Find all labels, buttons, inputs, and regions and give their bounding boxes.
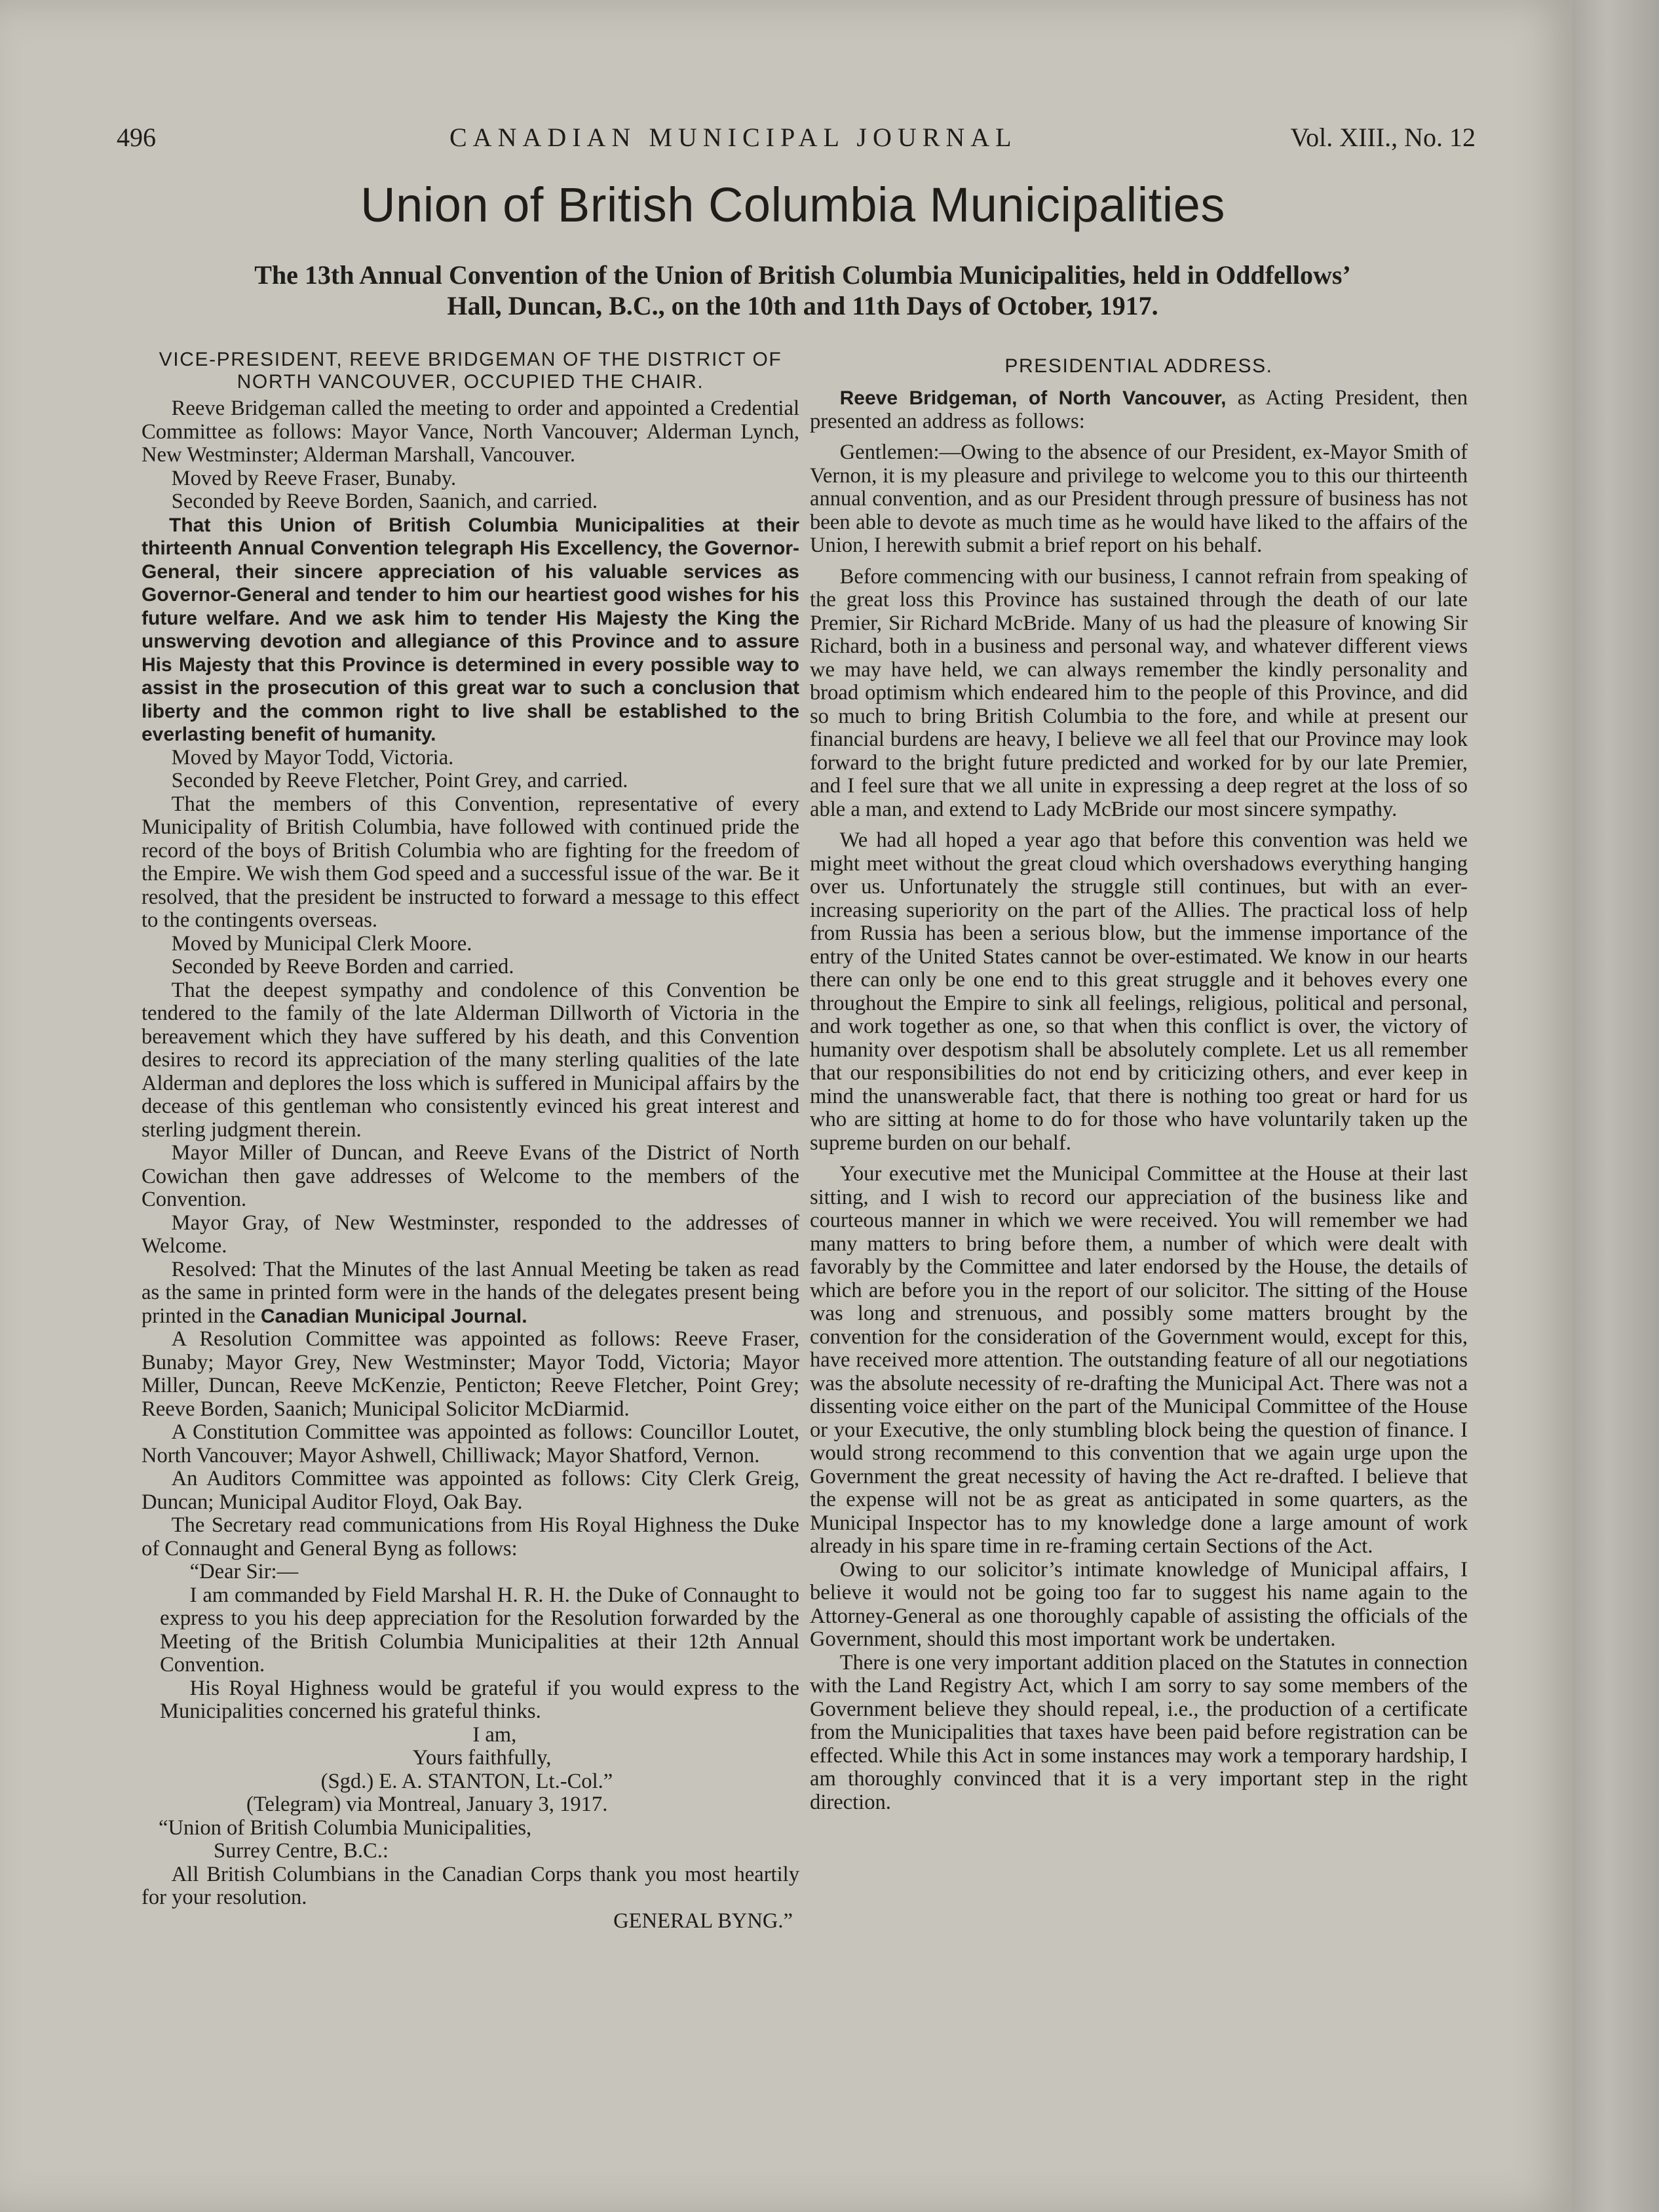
telegram-body: All British Columbians in the Canadian Corps thank you most heartily for your resolution. xyxy=(142,1862,799,1909)
article-title: Union of British Columbia Municipalities xyxy=(360,178,1225,232)
duke-letter xyxy=(142,1561,799,1793)
page-number: 496 xyxy=(117,123,156,152)
telegram-address: “Union of British Columbia Municipalities, xyxy=(159,1815,532,1840)
paragraph: Moved by Mayor Todd, Victoria. xyxy=(171,745,454,769)
journal-name: CANADIAN MUNICIPAL JOURNAL xyxy=(449,123,1018,152)
paragraph: Owing to our solicitor’s intimate knowledge of Municipal affairs, I believe it would not be going too far to suggest his name again to the Attorney-General as one thoroughly capable of assisting the officials of the Government, should this most important work be undertaken. xyxy=(810,1557,1468,1651)
paragraph: We had all hoped a year ago that before this convention was held we might meet without the great cloud which overshadows everything hanging over us. Unfortunately the struggle still continues, but with an ever-increasing superiority on the part of the Allies. The practical loss of help from Russia has been a serious blow, but the immense importance of the entry of the United States cannot be over-estimated. We know in our hearts there can only be one end to this great struggle and it behoves every one throughout the Empire to sink all feelings, religious, political and personal, and work together as one, so that when this conflict is over, the victory of humanity over despotism shall be absolutely complete. Let us all remember that our responsibilities do not end by criticizing others, and ever keep in mind the unanswerable fact, that there is nothing too great or hard for us who are sitting at home to do for those who have voluntarily taken up the supreme burden on our behalf. xyxy=(810,828,1468,1155)
paragraph: There is one very important addition placed on the Statutes in connection with the Land Registry Act, which I am sorry to say some members of the Government believe they should repeal, i.e., the production of a certificate from the Municipalities that taxes have been paid before registration can be effected. While this Act in some instances may work a temporary hardship, I am thoroughly convinced that it is a very important step in the right direction. xyxy=(810,1650,1468,1814)
paragraph: Before commencing with our business, I cannot refrain from speaking of the great loss this Province has sustained through the death of our late Premier, Sir Richard McBride. Many of us had the pleasure of knowing Sir Richard, both in a business and personal way, and whatever different views we may have held, we can always remember the kindly personality and broad optimism which endeared him to the people of this Province, and did so much to bring British Columbia to the fore, and while at present our financial burdens are heavy, I believe we all feel that our Province may look forward to the bright future predicted and worked for by our late Premier, and I feel sure that we all unite in expressing a deep regret at the loss of so able a man, and extend to Lady McBride our most sincere sympathy. xyxy=(810,564,1468,821)
paragraph: Gentlemen:—Owing to the absence of our President, ex-Mayor Smith of Vernon, it is my pleasure and privilege to welcome you to this our thirteenth annual convention, and as our President through pressure of business has not been able to devote as much time as he would have liked to the affairs of the Union, I herewith submit a brief report on his behalf. xyxy=(810,440,1468,557)
paragraph: Seconded by Reeve Borden and carried. xyxy=(171,955,514,979)
letter-closing: I am, xyxy=(472,1722,517,1747)
letter-salutation: “Dear Sir:— xyxy=(189,1560,299,1583)
paragraph-text: Resolved: That the Minutes of the last Annual Meeting be taken as read as the same in printed form were in the hands of the delegates present being printed in the xyxy=(142,1257,799,1328)
page-edge xyxy=(1573,0,1659,2212)
paragraph: Your executive met the Municipal Committee at the House at their last sitting, and I wish to record our appreciation of the business like and courteous manner in which we were received. You will remember we had many matters to bring before them, a number of which were dealt with favorably by the Committee and later endorsed by the House, the details of which are before you in the report of our solicitor. The sitting of the House was long and strenuous, and possibly some matters brought by the convention for the consideration of the Government would, except for this, have received more attention. The outstanding feature of all our negotiations was the absolute necessity of re-drafting the Municipal Act. There was not a dissenting voice either on the part of the Municipal Committee of the House or your Executive, the only stumbling block being the question of finance. I would strong recommend to this convention that we again urge upon the Government the great necessity of having the Act re-drafted. I believe that the expense will not be as great as anticipated in some quarters, as the Municipal Inspector has to my knowledge done a large amount of work already in his spare time in re-framing certain Sections of the Act. xyxy=(810,1162,1468,1558)
running-header xyxy=(117,122,1476,161)
paragraph: Moved by Reeve Fraser, Bunaby. xyxy=(171,466,457,490)
telegram-address: Surrey Centre, B.C.: xyxy=(214,1839,389,1863)
paragraph-text: as Acting President, then presented an address as follows: xyxy=(810,386,1468,433)
left-column xyxy=(142,346,799,2188)
letter-paragraph: I am commanded by Field Marshal H. R. H. the Duke of Connaught to express to you his deep appreciation for the Resolution forwarded by the Meeting of the British Columbia Municipalities at their 12th Annual Convention. xyxy=(160,1583,799,1677)
paragraph: An Auditors Committee was appointed as follows: City Clerk Greig, Duncan; Municipal Auditor Floyd, Oak Bay. xyxy=(142,1467,799,1514)
left-heading: VICE-PRESIDENT, REEVE BRIDGEMAN OF THE DISTRICT OF NORTH VANCOUVER, OCCUPIED THE CHAIR. xyxy=(159,349,782,393)
article-subtitle xyxy=(144,260,1461,321)
letter-closing: Yours faithfully, xyxy=(412,1746,552,1770)
letter-signature: (Sgd.) E. A. STANTON, Lt.-Col.” xyxy=(320,1769,613,1793)
paragraph: Reeve Bridgeman called the meeting to order and appointed a Credential Committee as follows: Mayor Vance, North Vancouver; Alderman Lynch, New Westminster; Alderman Marshall, Vancouver. xyxy=(142,397,799,467)
paragraph: Mayor Gray, of New Westminster, responded to the addresses of Welcome. xyxy=(142,1211,799,1258)
letter-paragraph: His Royal Highness would be grateful if you would express to the Municipalities concerned his grateful thinks. xyxy=(160,1676,799,1723)
subtitle-line-1: The 13th Annual Convention of the Union of British Columbia Municipalities, held in Oddfellows’ xyxy=(254,260,1351,290)
paragraph: Mayor Miller of Duncan, and Reeve Evans of the District of North Cowichan then gave addresses of Welcome to the members of the Convention. xyxy=(142,1141,799,1211)
paragraph: A Resolution Committee was appointed as follows: Reeve Fraser, Bunaby; Mayor Grey, New Westminster; Mayor Todd, Victoria; Mayor Miller, Duncan, Reeve McKenzie, Penticton; Reeve Fletcher, Point Grey; Reeve Borden, Saanich; Municipal Solicitor McDiarmid. xyxy=(142,1327,799,1421)
journal-name-bold: Canadian Municipal Journal. xyxy=(260,1305,527,1327)
paragraph: Seconded by Reeve Borden, Saanich, and carried. xyxy=(171,490,598,513)
telegram-signature: GENERAL BYNG.” xyxy=(613,1909,793,1933)
telegram-line: (Telegram) via Montreal, January 3, 1917. xyxy=(246,1793,608,1816)
right-column xyxy=(810,346,1468,2188)
subtitle-line-2: Hall, Duncan, B.C., on the 10th and 11th Days of October, 1917. xyxy=(447,291,1158,320)
paragraph: That the members of this Convention, representative of every Municipality of British Columbia, have followed with continued pride the record of the boys of British Columbia who are fighting for the freedom of the Empire. We wish them God speed and a successful issue of the war. Be it resolved, that the president be instructed to forward a message to this effect to the contingents overseas. xyxy=(142,792,799,932)
paragraph xyxy=(142,1258,799,1329)
volume-number: Vol. XIII., No. 12 xyxy=(1290,123,1476,152)
resolution-governor-general: That this Union of British Columbia Municipalities at their thirteenth Annual Convention telegraph His Excellency, the Governor-General, their sincere appreciation of his valuable services as Governor-General and tender to him our heartiest good wishes for his future welfare. And we ask him to tender His Majesty the King the unswerving devotion and allegiance of this Province and to assure His Majesty that this Province is determined in every possible way to assist in the prosecution of this great war to such a conclusion that liberty and the common right to live shall be established to the everlasting benefit of humanity. xyxy=(142,514,799,745)
paragraph: Seconded by Reeve Fletcher, Point Grey, and carried. xyxy=(171,769,628,792)
paragraph: Moved by Municipal Clerk Moore. xyxy=(171,931,472,956)
speaker-name: Reeve Bridgeman, of North Vancouver, xyxy=(839,387,1227,409)
right-heading: PRESIDENTIAL ADDRESS. xyxy=(1004,355,1273,377)
paragraph: A Constitution Committee was appointed as follows: Councillor Loutet, North Vancouver; Mayor Ashwell, Chilliwack; Mayor Shatford, Vernon. xyxy=(142,1420,799,1467)
paragraph: The Secretary read communications from His Royal Highness the Duke of Connaught and General Byng as follows: xyxy=(142,1513,799,1561)
paragraph: That the deepest sympathy and condolence of this Convention be tendered to the family of the late Alderman Dillworth of Victoria in the bereavement which they have suffered by his death, and this Convention desires to record its appreciation of the many sterling qualities of the late Alderman and deplores the loss which is suffered in Municipal affairs by the decease of this gentleman who consistently evinced his great interest and sterling judgment therein. xyxy=(142,978,799,1142)
paragraph xyxy=(810,387,1468,433)
